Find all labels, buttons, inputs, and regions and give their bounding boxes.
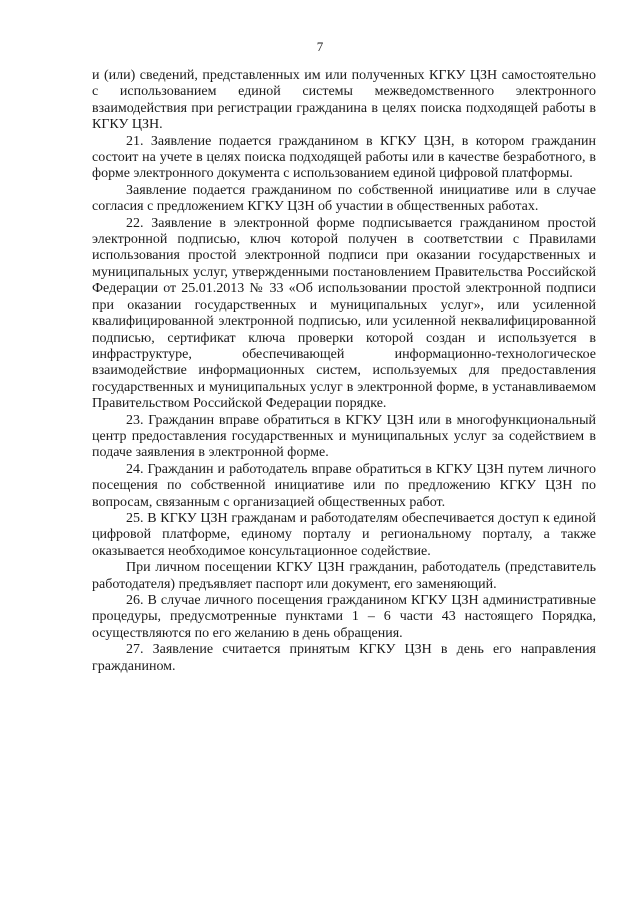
paragraph-24: 24. Гражданин и работодатель вправе обратиться в КГКУ ЦЗН путем личного посещения по собственной инициативе или по предложению КГКУ ЦЗН по вопросам, связанным с организацией общественных работ. [92,461,596,510]
document-body [92,68,596,675]
page-number: 7 [316,39,324,54]
paragraph-21-application-initiative: Заявление подается гражданином по собственной инициативе или в случае согласия с предложением КГКУ ЦЗН об участии в общественных работах. [92,182,596,215]
paragraph-continuation: и (или) сведений, представленных им или полученных КГКУ ЦЗН самостоятельно с использованием единой системы межведомственного электронного взаимодействия при регистрации гражданина в целях поиска подходящей работы в КГКУ ЦЗН. [92,68,596,133]
paragraph-22: 22. Заявление в электронной форме подписывается гражданином простой электронной подписью, ключ которой получен в соответствии с Правилами использования простой электронной подписи при оказании государственных и муниципальных услуг, утвержденными постановлением Правительства Российской Федерации от 25.01.2013 № 33 «Об использовании простой электронной подписи при оказании государственных и муниципальных услуг», или усиленной квалифицированной электронной подписью, или усиленной неквалифицированной подписью, сертификат ключа проверки которой создан и используется в инфраструктуре, обеспечивающей информационно-технологическое взаимодействие информационных систем, используемых для предоставления государственных и муниципальных услуг в электронной форме, в устанавливаемом Правительством Российской Федерации порядке. [92,215,596,412]
paragraph-23: 23. Гражданин вправе обратиться в КГКУ ЦЗН или в многофункциональный центр предоставления государственных и муниципальных услуг за содействием в подаче заявления в электронной форме. [92,412,596,461]
paragraph-25: 25. В КГКУ ЦЗН гражданам и работодателям обеспечивается доступ к единой цифровой платформе, единому порталу и региональному порталу, а также оказывается необходимое консультационное содействие. [92,510,596,559]
paragraph-25-documents: При личном посещении КГКУ ЦЗН гражданин, работодатель (представитель работодателя) предъявляет паспорт или документ, его заменяющий. [92,560,596,592]
paragraph-27: 27. Заявление считается принятым КГКУ ЦЗН в день его направления гражданином. [92,642,596,674]
paragraph-21: 21. Заявление подается гражданином в КГКУ ЦЗН, в котором гражданин состоит на учете в целях поиска подходящей работы или в качестве безработного, в форме электронного документа с использованием единой цифровой платформы. [92,133,596,182]
paragraph-26: 26. В случае личного посещения гражданином КГКУ ЦЗН административные процедуры, предусмотренные пунктами 1 – 6 части 43 настоящего Порядка, осуществляются по его желанию в день обращения. [92,593,596,641]
